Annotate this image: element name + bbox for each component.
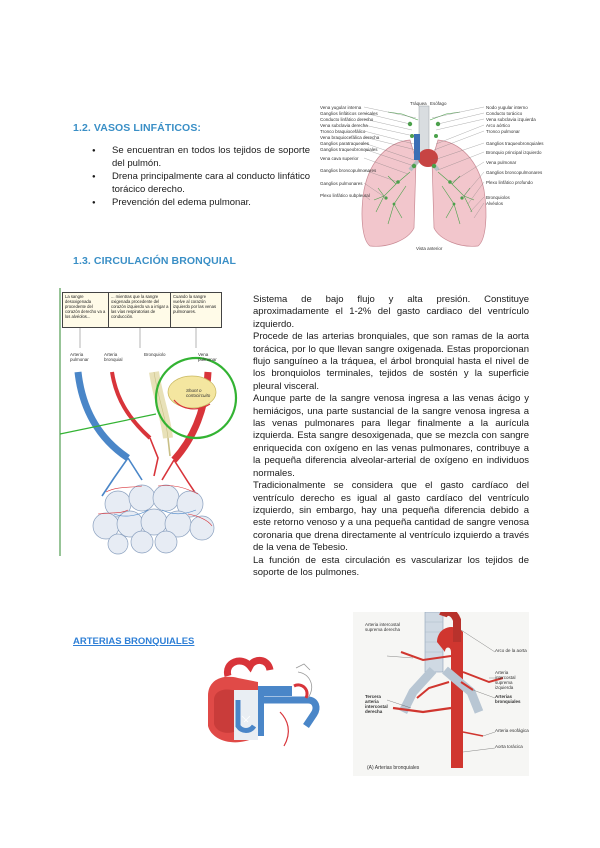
aorta-label: Arteria intercostal suprema izquierda	[495, 670, 516, 690]
view-label: Vista anterior	[416, 246, 443, 251]
info-box: ... mientras que la sangre oxigenada procedente del corazón izquierdo va a irrigar a las vías respiratorias de conducción.	[108, 292, 172, 328]
figure-label: Ganglios broncopulmonares	[486, 170, 543, 175]
figure-label: Vena subclavia izquierda	[486, 117, 536, 122]
section-1-3-title: 1.3. CIRCULACIÓN BRONQUIAL	[73, 255, 237, 267]
figure-label: Alvéolos	[486, 201, 504, 206]
figure-label: Tronco braquiocefálico	[320, 129, 366, 134]
figure-label: Tronco pulmonar	[486, 129, 520, 134]
figure-label: Plexo linfático profundo	[486, 180, 533, 185]
trachea-label: Tráquea	[410, 101, 427, 106]
figure-label: Bronquio principal izquierdo	[486, 150, 542, 155]
section-1-2-title: 1.2. VASOS LINFÁTICOS:	[73, 122, 202, 134]
figure-label: Vena cava superior	[320, 156, 359, 161]
info-box: Cuando la sangre vuelve al corazón izquierdo por las venas pulmonares.	[170, 292, 222, 328]
arterias-bronquiales-link[interactable]: ARTERIAS BRONQUIALES	[73, 636, 195, 647]
heart-illustration	[198, 656, 328, 756]
shunt-label: Shunt o cortocircuito	[186, 388, 211, 398]
aorta-label: Arco de la aorta	[495, 648, 527, 653]
aorta-label: Arteria intercostal suprema derecha	[365, 622, 401, 632]
list-item: ● Prevención del edema pulmonar.	[88, 197, 310, 210]
paragraph: Aunque parte de la sangre venosa ingresa a las venas ácigo y hemiácigos, una parte sustancial de la sangre venosa ingresa a las venas pulmonares para llegar finalmente a la aurícula izquierda. Esta sangre desoxigenada, que se mezcla con sangre enriquecida con oxígeno en las venas pulmonares, contribuye a la pequeña diferencia alveolar-arterial de oxígeno en individuos normales.	[253, 393, 529, 479]
lymphatic-lungs-figure	[318, 100, 544, 252]
figure-label: Ganglios linfáticos cervicales	[320, 111, 378, 116]
esophagus-label: Esófago	[430, 101, 447, 106]
figure-label: Conducto torácico	[486, 111, 523, 116]
bronchial-diagram	[58, 288, 248, 556]
lymph-bullet-list	[88, 145, 310, 211]
figure-label: Vena subclavia derecha	[320, 123, 368, 128]
figure-caption: (A) Arterias bronquiales	[367, 765, 420, 771]
heart-circulation-diagram	[198, 656, 328, 756]
figure-label: Vena yugular interna	[320, 105, 362, 110]
figure-label: Conducto linfático derecho	[320, 117, 374, 122]
figure-label: Bronquiolos	[486, 195, 510, 200]
bronchial-circulation-figure	[58, 288, 248, 556]
paragraph: Sistema de bajo flujo y alta presión. Constituye aproximadamente el 1-2% del gasto cardiaco del ventrículo izquierdo.	[253, 294, 529, 330]
figure-label: Plexo linfático subpleural	[320, 193, 370, 198]
figure-label: Ganglios paratraqueales	[320, 141, 370, 146]
aorta-label: Arteria esofágica	[495, 728, 529, 733]
figure-label: Ganglios traqueobronquiales	[320, 147, 378, 152]
vessel-label: Arteria bronquial	[104, 352, 123, 362]
list-item: ● Se encuentran en todos los tejidos de soporte del pulmón.	[88, 145, 310, 170]
paragraph: Tradicionalmente se considera que el gasto cardíaco del ventrículo derecho es igual al gasto cardíaco del ventrículo izquierdo, sin embargo, hay una pequeña diferencia debido a este retorno venoso y a una pequeña cantidad de sangre venosa coronaria que drena directamente al ventrículo izquierdo a través de la vena de Tebesio.	[253, 480, 529, 554]
figure-label: Nodo yugular interno	[486, 105, 528, 110]
bronchial-circulation-text	[253, 294, 529, 579]
vessel-label: Arteria pulmonar	[70, 352, 89, 362]
list-item: ● Drena principalmente cara al conducto linfático torácico derecho.	[88, 171, 310, 196]
figure-label: Vena braquiocefálica derecha	[320, 135, 380, 140]
aorta-bronchial-figure	[353, 612, 529, 776]
info-box: La sangre desoxigenada procedente del corazón derecho va a los alvéolos...	[62, 292, 110, 328]
vessel-label: Vena pulmonar	[198, 352, 217, 362]
figure-label: Ganglios pulmonares	[320, 181, 363, 186]
aorta-label: Arterias bronquiales	[495, 694, 521, 704]
aorta-label: Aorta torácica	[495, 744, 523, 749]
figure-label: Ganglios broncopulmonares	[320, 168, 377, 173]
paragraph: Procede de las arterias bronquiales, que son ramas de la aorta torácica, por lo que llevan sangre oxigenada. Estas proporcionan flujo sanguíneo a la tráquea, el árbol bronquial hasta el nivel de los bronquiolos terminales, tejidos de sostén y la superficie pleural visceral.	[253, 331, 529, 392]
figure-label: Ganglios traqueobronquiales	[486, 141, 544, 146]
paragraph: La función de esta circulación es vascularizar los tejidos de soporte de los pulmones.	[253, 554, 529, 578]
figure-label: Arco aórtico	[486, 123, 511, 128]
vessel-label: Bronquiolo	[144, 352, 166, 357]
aorta-label: Tercera arteria intercostal derecha	[365, 694, 388, 714]
figure-label: Vena pulmonar	[486, 160, 517, 165]
